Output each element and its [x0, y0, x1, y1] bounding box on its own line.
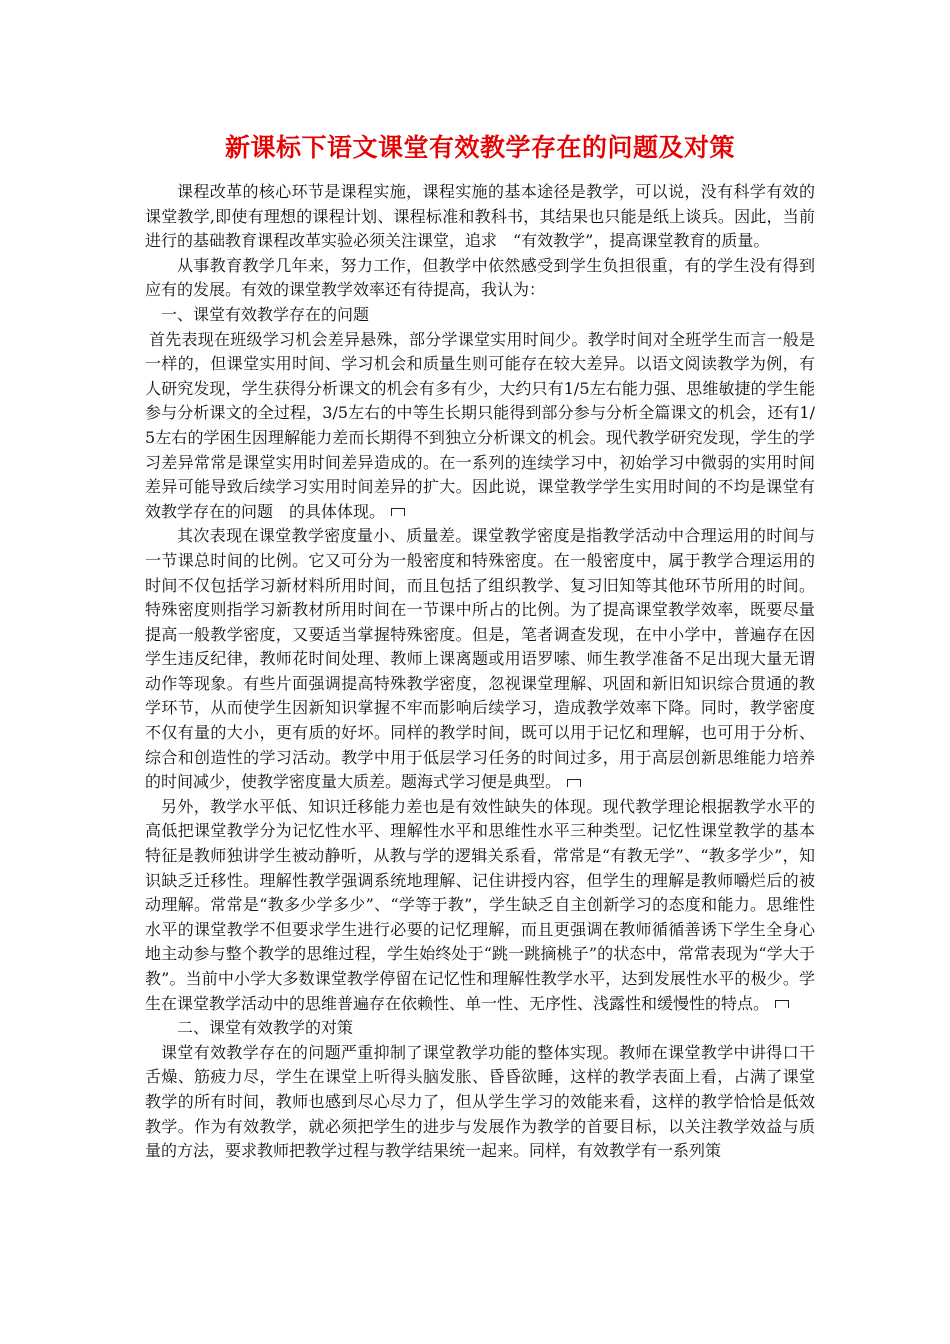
paragraph-strategies: 课堂有效教学存在的问题严重抑制了课堂教学功能的整体实现。教师在课堂教学中讲得口干舌燥、筋疲力尽，学生在课堂上听得头脑发胀、昏昏欲睡，这样的教学表面上看，占满了课堂教学的所有时间，教师也感到尽心尽力了，但从学生学习的效能来看，这样的教学恰恰是低效教学。作为有效教学，就必须把学生的进步与发展作为教学的首要目标，以关注教学效益与质量的方法，要求教师把教学过程与教学结果统一起来。同样，有效教学有一系列策	[145, 1042, 815, 1161]
section-heading-strategies: 二、课堂有效教学的对策	[177, 1018, 354, 1038]
section-mark-icon	[567, 779, 581, 787]
document-page	[145, 128, 815, 1164]
paragraph-teaching-density-text: 其次表现在课堂教学密度量小、质量差。课堂教学密度是指教学活动中合理运用的时间与一节课总时间的比例。它又可分为一般密度和特殊密度。在一般密度中，属于教学合理运用的时间不仅包括学习新材料所用时间，而且包括了组织教学、复习旧知等其他环节所用的时间。特殊密度则指学习新教材所用时间在一节课中所占的比例。为了提高课堂教学效率，既要尽量提高一般教学密度，又要适当掌握特殊密度。但是，笔者调查发现，在中小学中，普遍存在因学生违反纪律，教师花时间处理、教师上课离题或用语罗嗦、师生教学准备不足出现大量无谓动作等现象。有些片面强调提高特殊教学密度，忽视课堂理解、巩固和新旧知识综合贯通的教学环节，从而使学生因新知识掌握不牢而影响后续学习，造成教学效率下降。同时，教学密度不仅有量的大小，更有质的好坏。同样的教学时间，既可以用于记忆和理解，也可用于分析、综合和创造性的学习活动。教学中用于低层学习任务的时间过多，用于高层创新思维能力培养的时间减少，使教学密度量大质差。题海式学习便是典型。	[145, 526, 815, 792]
document-title: 新课标下语文课堂有效教学存在的问题及对策	[224, 133, 735, 162]
paragraph-teaching-level	[145, 795, 815, 1016]
paragraph-teaching-density	[145, 524, 815, 795]
section-mark-icon	[775, 1000, 789, 1008]
section-mark-icon	[391, 508, 405, 516]
paragraph-learning-opportunity-text: 首先表现在班级学习机会差异悬殊，部分学课堂实用时间少。教学时间对全班学生而言一般是一样的，但课堂实用时间、学习机会和质量生则可能存在较大差异。以语文阅读教学为例，有人研究发现，学生获得分析课文的机会有多有少，大约只有1/5左右能力强、思维敏捷的学生能参与分析课文的全过程，3/5左右的中等生长期只能得到部分参与分析全篇课文的机会，还有1/5左右的学困生因理解能力差而长期得不到独立分析课文的机会。现代教学研究发现，学生的学习差异常常是课堂实用时间差异造成的。在一系列的连续学习中，初始学习中微弱的实用时间差异可能导致后续学习实用时间差异的扩大。因此说，课堂教学学生实用时间的不均是课堂有效教学存在的问题 的具体体现。	[145, 329, 815, 521]
paragraph-learning-opportunity	[145, 328, 815, 525]
paragraph-experience: 从事教育教学几年来，努力工作，但教学中依然感受到学生负担很重，有的学生没有得到应有的发展。有效的课堂教学效率还有待提高，我认为：	[145, 255, 815, 300]
paragraph-teaching-level-text: 另外，教学水平低、知识迁移能力差也是有效性缺失的体现。现代教学理论根据教学水平的高低把课堂教学分为记忆性水平、理解性水平和思维性水平三种类型。记忆性课堂教学的基本特征是教师独讲学生被动静听，从教与学的逻辑关系看，常常是“有教无学”、“教多学少”，知识缺乏迁移性。理解性教学强调系统地理解、记住讲授内容，但学生的理解是教师嚼烂后的被动理解。常常是“教多少学多少”、“学等于教”，学生缺乏自主创新学习的态度和能力。思维性水平的课堂教学不但要求学生进行必要的记忆理解，而且更强调在教师循循善诱下学生全身心地主动参与整个教学的思维过程，学生始终处于“跳一跳摘桃子”的状态中，常常表现为“学大于教”。当前中小学大多数课堂教学停留在记忆性和理解性教学水平，达到发展性水平的极少。学生在课堂教学活动中的思维普遍存在依赖性、单一性、无序性、浅露性和缓慢性的特点。	[145, 796, 815, 1013]
section-heading-problems: 一、课堂有效教学存在的问题	[161, 304, 370, 324]
paragraph-intro: 课程改革的核心环节是课程实施，课程实施的基本途径是教学，可以说，没有科学有效的课堂教学,即使有理想的课程计划、课程标准和教科书，其结果也只能是纸上谈兵。因此，当前进行的基础教育课程改革实验必须关注课堂，追求 “有效教学”，提高课堂教育的质量。	[145, 182, 815, 251]
